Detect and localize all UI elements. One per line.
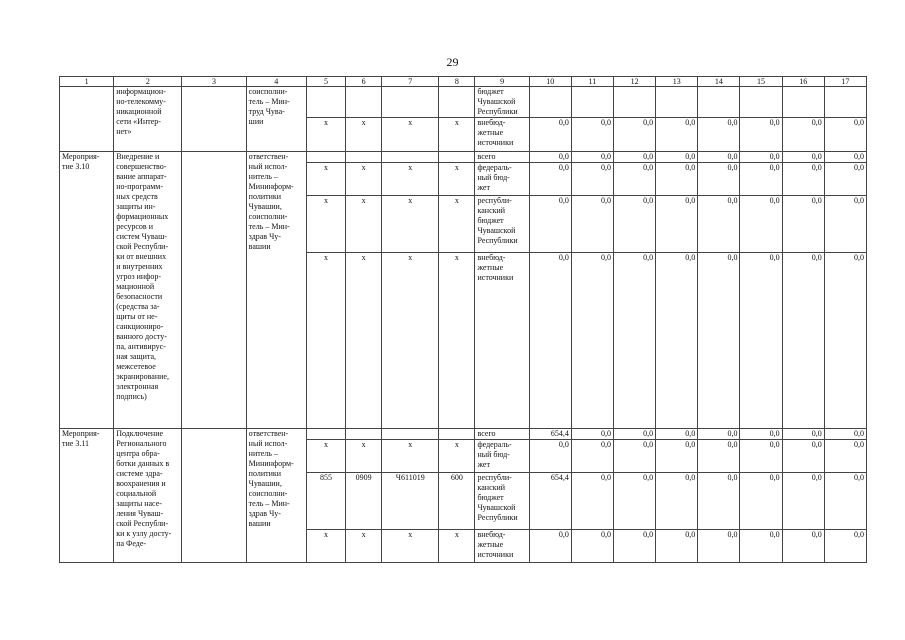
code-cell-c8: x — [439, 118, 475, 152]
value-cell: 0,0 — [613, 253, 655, 429]
funding-source: федераль- ный бюд- жет — [475, 163, 529, 196]
code-cell-c7: x — [382, 118, 439, 152]
value-cell: 654,4 — [529, 429, 571, 440]
code-cell-c7: x — [382, 440, 439, 473]
value-cell: 0,0 — [571, 163, 613, 196]
value-cell: 0,0 — [613, 429, 655, 440]
value-cell: 0,0 — [740, 440, 782, 473]
value-cell: 0,0 — [656, 530, 698, 563]
code-cell-c8 — [439, 429, 475, 440]
header-cell: 2 — [114, 77, 182, 87]
value-cell: 0,0 — [656, 253, 698, 429]
value-cell: 0,0 — [698, 530, 740, 563]
value-cell: 0,0 — [613, 152, 655, 163]
value-cell: 0,0 — [571, 253, 613, 429]
header-cell: 4 — [246, 77, 306, 87]
header-cell: 16 — [782, 77, 824, 87]
value-cell: 0,0 — [698, 118, 740, 152]
value-cell: 0,0 — [656, 440, 698, 473]
value-cell: 0,0 — [782, 196, 824, 253]
value-cell: 0,0 — [782, 152, 824, 163]
code-cell-c5 — [306, 87, 345, 118]
header-cell: 6 — [346, 77, 382, 87]
code-cell-c5: x — [306, 253, 345, 429]
code-cell-c6: x — [346, 253, 382, 429]
cell-empty — [182, 429, 246, 563]
header-cell: 14 — [698, 77, 740, 87]
code-cell-c7: Ч611019 — [382, 473, 439, 530]
funding-source: внебюд- жетные источники — [475, 530, 529, 563]
funding-source: внебюд- жетные источники — [475, 253, 529, 429]
value-cell: 0,0 — [824, 253, 866, 429]
header-cell: 1 — [60, 77, 114, 87]
value-cell: 0,0 — [740, 530, 782, 563]
value-cell: 0,0 — [782, 440, 824, 473]
header-cell: 8 — [439, 77, 475, 87]
code-cell-c7 — [382, 87, 439, 118]
header-cell: 11 — [571, 77, 613, 87]
value-cell: 0,0 — [740, 118, 782, 152]
budget-table — [59, 76, 867, 563]
header-cell: 13 — [656, 77, 698, 87]
value-cell: 0,0 — [782, 530, 824, 563]
code-cell-c6 — [346, 429, 382, 440]
value-cell: 0,0 — [824, 152, 866, 163]
value-cell: 0,0 — [824, 440, 866, 473]
value-cell: 0,0 — [571, 118, 613, 152]
value-cell: 0,0 — [782, 118, 824, 152]
value-cell: 0,0 — [656, 163, 698, 196]
code-cell-c7 — [382, 429, 439, 440]
value-cell — [824, 87, 866, 118]
code-cell-c7 — [382, 152, 439, 163]
value-cell — [740, 87, 782, 118]
code-cell-c7: x — [382, 196, 439, 253]
value-cell: 0,0 — [613, 163, 655, 196]
code-cell-c7: x — [382, 253, 439, 429]
value-cell: 0,0 — [613, 440, 655, 473]
code-cell-c8: x — [439, 253, 475, 429]
value-cell: 0,0 — [698, 152, 740, 163]
value-cell: 0,0 — [698, 429, 740, 440]
funding-source: бюджет Чувашской Республики — [475, 87, 529, 118]
value-cell — [571, 87, 613, 118]
code-cell-c5: x — [306, 440, 345, 473]
value-cell: 0,0 — [529, 196, 571, 253]
code-cell-c6: x — [346, 530, 382, 563]
table-row — [60, 429, 867, 440]
value-cell — [782, 87, 824, 118]
code-cell-c8 — [439, 152, 475, 163]
value-cell: 0,0 — [824, 118, 866, 152]
value-cell: 0,0 — [698, 473, 740, 530]
code-cell-c5 — [306, 152, 345, 163]
value-cell: 0,0 — [698, 253, 740, 429]
table-row — [60, 152, 867, 163]
value-cell — [613, 87, 655, 118]
value-cell: 0,0 — [740, 152, 782, 163]
header-cell: 17 — [824, 77, 866, 87]
header-cell: 12 — [613, 77, 655, 87]
funding-source: республи- канский бюджет Чувашской Республики — [475, 473, 529, 530]
funding-source: федераль- ный бюд- жет — [475, 440, 529, 473]
code-cell-c7: x — [382, 163, 439, 196]
activity-label: Мероприя- тие 3.11 — [60, 429, 114, 563]
funding-source: всего — [475, 429, 529, 440]
value-cell: 0,0 — [740, 253, 782, 429]
code-cell-c8: x — [439, 163, 475, 196]
header-cell: 5 — [306, 77, 345, 87]
value-cell: 0,0 — [529, 530, 571, 563]
cell-empty — [182, 152, 246, 429]
table-row — [60, 87, 867, 118]
value-cell: 0,0 — [740, 196, 782, 253]
value-cell: 0,0 — [656, 429, 698, 440]
value-cell: 0,0 — [656, 118, 698, 152]
cell-empty — [182, 87, 246, 152]
value-cell: 0,0 — [824, 196, 866, 253]
header-cell: 15 — [740, 77, 782, 87]
header-cell: 10 — [529, 77, 571, 87]
code-cell-c5: x — [306, 118, 345, 152]
value-cell: 0,0 — [613, 473, 655, 530]
page-number: 29 — [446, 55, 459, 69]
value-cell: 0,0 — [740, 163, 782, 196]
value-cell: 0,0 — [571, 530, 613, 563]
header-row — [60, 77, 867, 87]
header-cell: 7 — [382, 77, 439, 87]
activity-label: Мероприя- тие 3.10 — [60, 152, 114, 429]
funding-source: внебюд- жетные источники — [475, 118, 529, 152]
code-cell-c7: x — [382, 530, 439, 563]
value-cell: 0,0 — [782, 473, 824, 530]
code-cell-c5: 855 — [306, 473, 345, 530]
value-cell: 0,0 — [824, 429, 866, 440]
value-cell: 0,0 — [613, 530, 655, 563]
value-cell: 654,4 — [529, 473, 571, 530]
value-cell: 0,0 — [740, 429, 782, 440]
value-cell: 0,0 — [782, 163, 824, 196]
value-cell: 0,0 — [824, 163, 866, 196]
value-cell: 0,0 — [571, 429, 613, 440]
value-cell: 0,0 — [529, 440, 571, 473]
code-cell-c8: 600 — [439, 473, 475, 530]
code-cell-c5: x — [306, 196, 345, 253]
value-cell: 0,0 — [782, 253, 824, 429]
value-cell — [698, 87, 740, 118]
value-cell: 0,0 — [529, 253, 571, 429]
value-cell: 0,0 — [529, 163, 571, 196]
funding-source: всего — [475, 152, 529, 163]
code-cell-c6: x — [346, 196, 382, 253]
code-cell-c8 — [439, 87, 475, 118]
funding-source: республи- канский бюджет Чувашской Республики — [475, 196, 529, 253]
code-cell-c6: x — [346, 163, 382, 196]
code-cell-c8: x — [439, 440, 475, 473]
value-cell: 0,0 — [571, 473, 613, 530]
code-cell-c6: 0909 — [346, 473, 382, 530]
value-cell: 0,0 — [613, 118, 655, 152]
value-cell: 0,0 — [571, 152, 613, 163]
value-cell: 0,0 — [529, 152, 571, 163]
code-cell-c6: x — [346, 440, 382, 473]
activity-name: информацион- но-телекомму- никационной сети «Интер- нет» — [114, 87, 182, 152]
header-cell: 9 — [475, 77, 529, 87]
activity-name: Подключение Регионального центра обра- ботки данных в системе здра- воохранения и социальной защиты насе- ления Чуваш- ской Республи- ки к узлу досту- па Феде- — [114, 429, 182, 563]
code-cell-c8: x — [439, 530, 475, 563]
code-cell-c6: x — [346, 118, 382, 152]
value-cell: 0,0 — [698, 163, 740, 196]
activity-name: Внедрение и совершенство- вание аппарат- но-программ- ных средств защиты ин- формационных ресурсов и систем Чуваш- ской Республи- ки от внешних и внутренних угроз инфор- мационной безопасности (средства за- щиты от не- санкциониро- ванного досту- па, антивирус- ная защита, межсетевое экранирование, электронная подпись) — [114, 152, 182, 429]
executor-cell: ответствен- ный испол- нитель – Мининформ- политики Чувашии, соисполни- тель – Мин- здрав Чу- вашии — [246, 429, 306, 563]
value-cell: 0,0 — [656, 196, 698, 253]
code-cell-c6 — [346, 152, 382, 163]
code-cell-c5: x — [306, 530, 345, 563]
value-cell: 0,0 — [571, 440, 613, 473]
value-cell: 0,0 — [698, 440, 740, 473]
value-cell: 0,0 — [656, 473, 698, 530]
value-cell: 0,0 — [698, 196, 740, 253]
value-cell: 0,0 — [824, 473, 866, 530]
code-cell-c5 — [306, 429, 345, 440]
value-cell — [656, 87, 698, 118]
value-cell: 0,0 — [656, 152, 698, 163]
value-cell: 0,0 — [613, 196, 655, 253]
value-cell: 0,0 — [740, 473, 782, 530]
activity-label — [60, 87, 114, 152]
code-cell-c6 — [346, 87, 382, 118]
value-cell: 0,0 — [571, 196, 613, 253]
value-cell: 0,0 — [529, 118, 571, 152]
executor-cell: соисполни- тель – Мин- труд Чува- шии — [246, 87, 306, 152]
code-cell-c5: x — [306, 163, 345, 196]
value-cell: 0,0 — [782, 429, 824, 440]
value-cell: 0,0 — [824, 530, 866, 563]
header-cell: 3 — [182, 77, 246, 87]
code-cell-c8: x — [439, 196, 475, 253]
value-cell — [529, 87, 571, 118]
executor-cell: ответствен- ный испол- нитель – Мининформ- политики Чувашии, соисполни- тель – Мин- здрав Чу- вашии — [246, 152, 306, 429]
